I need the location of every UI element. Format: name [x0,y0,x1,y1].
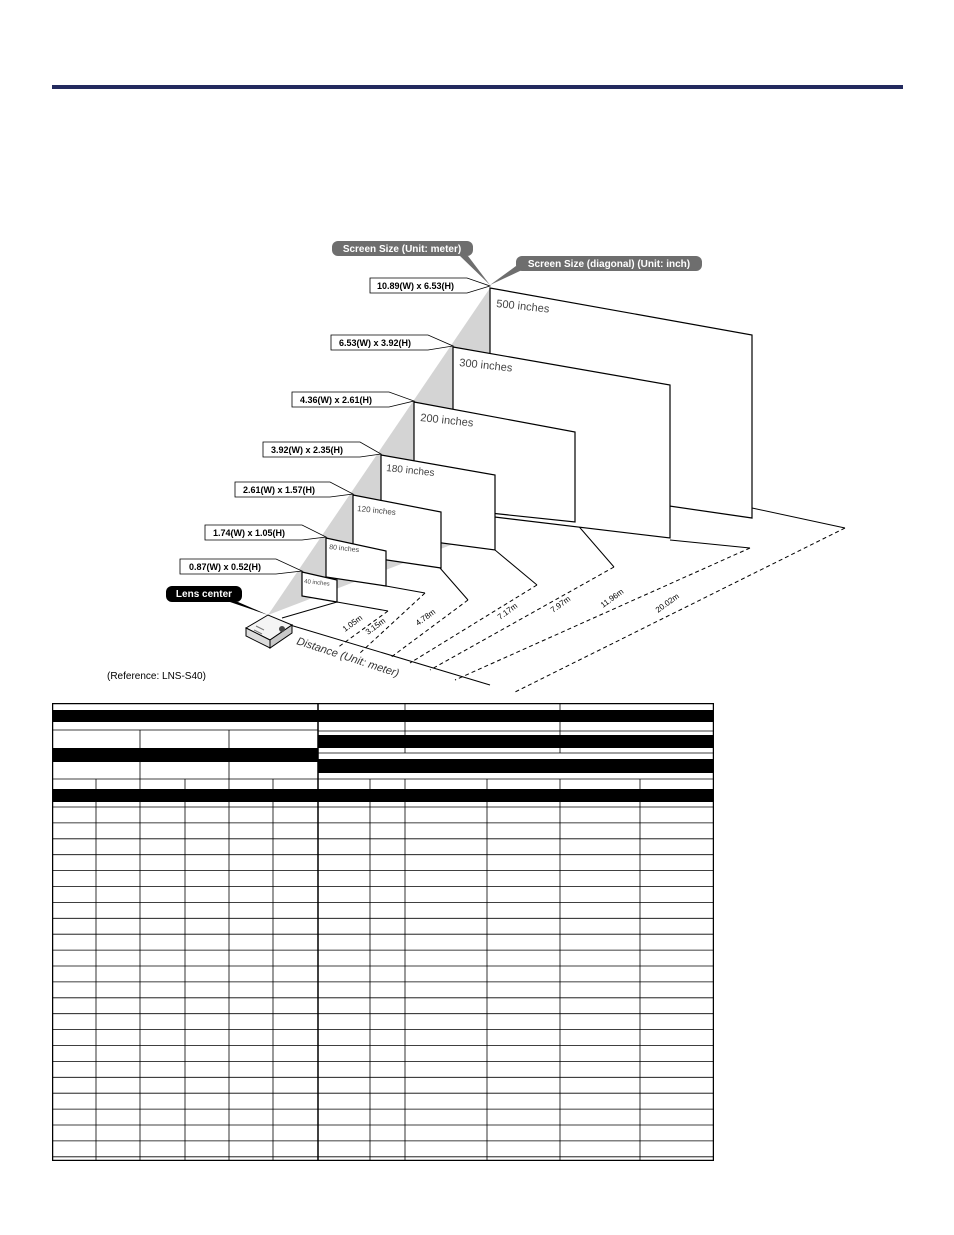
screen-label-40: 40 inches [303,579,330,588]
distance-label-200: 7.97m [548,594,573,615]
screen-size-diagonal-label: Screen Size (diagonal) (Unit: inch) [527,259,691,270]
dims-callout-300 [331,335,453,350]
distance-axis-label: Distance (Unit: meter) [295,635,401,680]
screen-label-80: 80 inches [328,544,360,555]
svg-text:10.89(W) x 6.53(H): 10.89(W) x 6.53(H) [377,281,455,291]
table-grid [52,703,714,1161]
lens-center-label: Lens center [175,589,233,600]
header-band [318,710,714,722]
header-band [318,735,714,748]
screen-label-200: 200 inches [419,412,474,430]
dims-callout-180 [263,442,381,457]
throw-distance-table [52,703,714,1161]
header-band [318,789,714,802]
dims-callout-80 [205,525,326,540]
dims-callout-120 [235,482,353,497]
svg-text:1.74(W) x 1.05(H): 1.74(W) x 1.05(H) [213,528,286,538]
svg-text:6.53(W) x 3.92(H): 6.53(W) x 3.92(H) [339,338,412,348]
throw-distance-diagram [0,230,954,700]
dims-callout-200 [292,392,414,407]
distance-label-40: 1.05m [340,613,365,634]
screen-label-500: 500 inches [495,298,550,316]
screen-label-120: 120 inches [356,504,397,518]
reference-note: (Reference: LNS-S40) [107,671,206,682]
header-rule [52,85,903,89]
distance-label-80: 3.15m [363,616,388,637]
distance-label-300: 11.96m [598,586,626,610]
dims-callout-40 [180,559,302,574]
distance-label-120: 4.78m [413,607,438,628]
dims-callout-500 [370,278,490,293]
svg-text:2.61(W) x 1.57(H): 2.61(W) x 1.57(H) [243,485,316,495]
svg-text:0.87(W) x 0.52(H): 0.87(W) x 0.52(H) [189,562,262,572]
svg-text:4.36(W) x 2.61(H): 4.36(W) x 2.61(H) [300,395,373,405]
screen-label-180: 180 inches [385,463,435,480]
projector-icon [246,615,292,648]
svg-text:3.92(W) x 2.35(H): 3.92(W) x 2.35(H) [271,445,344,455]
screen-label-300: 300 inches [458,357,513,375]
distance-label-180: 7.17m [495,601,520,622]
distance-label-500: 20.02m [653,591,681,615]
header-band [318,759,714,773]
header-band [52,748,318,762]
header-band [52,710,318,722]
screen-size-meter-label: Screen Size (Unit: meter) [342,244,462,255]
